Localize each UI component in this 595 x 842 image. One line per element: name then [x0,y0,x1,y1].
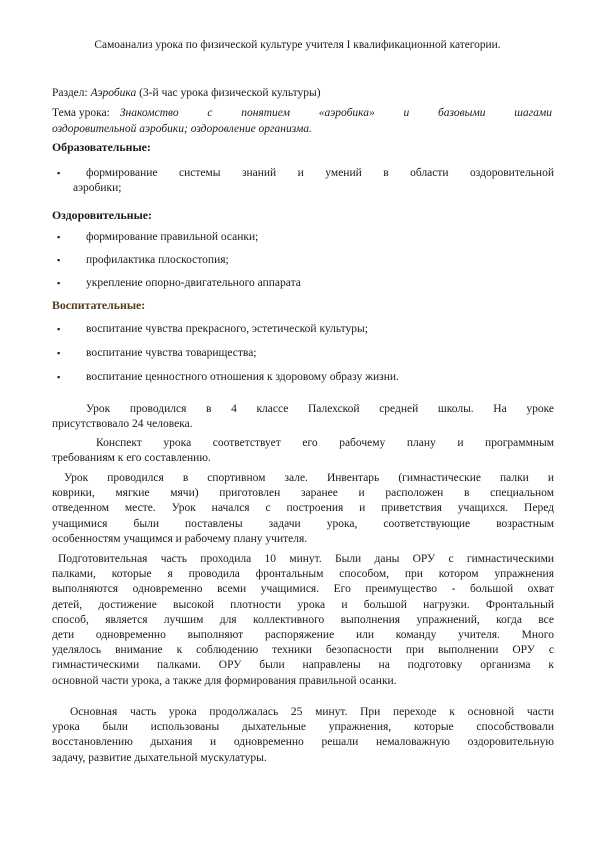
bullet-icon: ▪ [57,372,61,382]
educational-item-line-2: аэробики; [73,182,122,194]
health-item: профилактика плоскостопия; [86,254,229,266]
section-line [52,86,552,100]
paragraph-line: детей, достижение высокой плотности урока и большой нагрузки. Фронтальный [52,598,554,611]
paragraph-line: способ, является лучшим для коллективного выполнения упражнений, когда все [52,613,554,626]
paragraph-line: основной части урока, а также для формирования правильной осанки. [52,674,397,687]
paragraph-line: задачу, развитие дыхательной мускулатуры. [52,751,267,764]
paragraph-line: гимнастическими палками. ОРУ были направлены на подготовку организма к [52,659,554,672]
bullet-icon: ▪ [57,232,61,242]
bullet-icon: ▪ [57,255,61,265]
body-paragraph [52,471,554,547]
body-paragraph [52,552,554,689]
upbringing-item: воспитание ценностного отношения к здоровому образу жизни. [86,371,399,383]
upbringing-heading: Воспитательные: [52,298,146,312]
paragraph-line: коврики, мягкие мячи) приготовлен заранее и расположен в специальном [52,487,554,500]
paragraph-line: отведенном месте. Урок начался с построения и приветствия учащихся. Перед [52,502,554,515]
health-item: формирование правильной осанки; [86,231,259,243]
topic-line-1 [52,106,552,120]
paragraph-line: дети одновременно выполняют распоряжение или команду учителя. Много [52,629,554,642]
topic-text-line-2: оздоровительной аэробики; оздоровление организма. [52,123,312,135]
document-title: Самоанализ урока по физической культуре учителя I квалификационной категории. [94,39,501,51]
topic-label: Тема урока: [52,107,110,119]
paragraph-line: уделялось внимание к соблюдению техники безопасности при выполнении ОРУ с [52,644,554,657]
paragraph-line: выполняются одновременно всеми учащимися. Его преимущество - большой охват [52,583,554,596]
paragraph-line: Урок проводился в 4 классе Палехской средней школы. На уроке [86,403,554,415]
educational-item-line-1: формирование системы знаний и умений в области оздоровительной [86,167,554,179]
paragraph-line: особенностям учащимся и рабочему плану учителя. [52,532,308,545]
paragraph-line: Подготовительная часть проходила 10 минут. Были даны ОРУ с гимнастическими [58,553,554,565]
paragraph-line: восстановлению дыхания и одновременно решали немаловажную оздоровительную [52,736,554,749]
bullet-icon: ▪ [57,348,61,358]
body-paragraph [52,705,554,766]
paragraph-line: Основная часть урока продолжалась 25 минут. При переходе к основной части [70,706,554,718]
body-paragraph [52,436,554,466]
health-item: укрепление опорно-двигательного аппарата [86,277,301,289]
upbringing-item: воспитание чувства прекрасного, эстетической культуры; [86,323,368,335]
health-heading: Оздоровительные: [52,208,152,222]
bullet-icon: ▪ [57,324,61,334]
section-value-italic: Аэробика [90,87,137,99]
bullet-icon: ▪ [57,278,61,288]
paragraph-line: Конспект урока соответствует его рабочему плану и программным [96,437,554,449]
educational-heading: Образовательные: [52,140,151,154]
upbringing-item: воспитание чувства товарищества; [86,347,257,359]
topic-text-line-1: Знакомство с понятием «аэробика» и базовыми шагами [119,107,552,119]
paragraph-line: присутствовало 24 человека. [52,418,193,431]
paragraph-line: учащимися были поставлены задачи урока, соответствующие возрастным [52,517,554,530]
body-paragraph [52,402,554,432]
paragraph-line: урока были использованы дыхательные упражнения, которые способствовали [52,721,554,734]
paragraph-line: требованиям к его составлению. [52,452,211,465]
paragraph-line: Урок проводился в спортивном зале. Инвентарь (гимнастические палки и [64,472,554,484]
paragraph-line: палками, которые я проводила фронтальным способом, при котором упражнения [52,568,554,581]
section-label: Раздел: [52,87,88,99]
bullet-icon: ▪ [57,168,61,178]
section-value-rest: (3-й час урока физической культуры) [139,87,321,99]
